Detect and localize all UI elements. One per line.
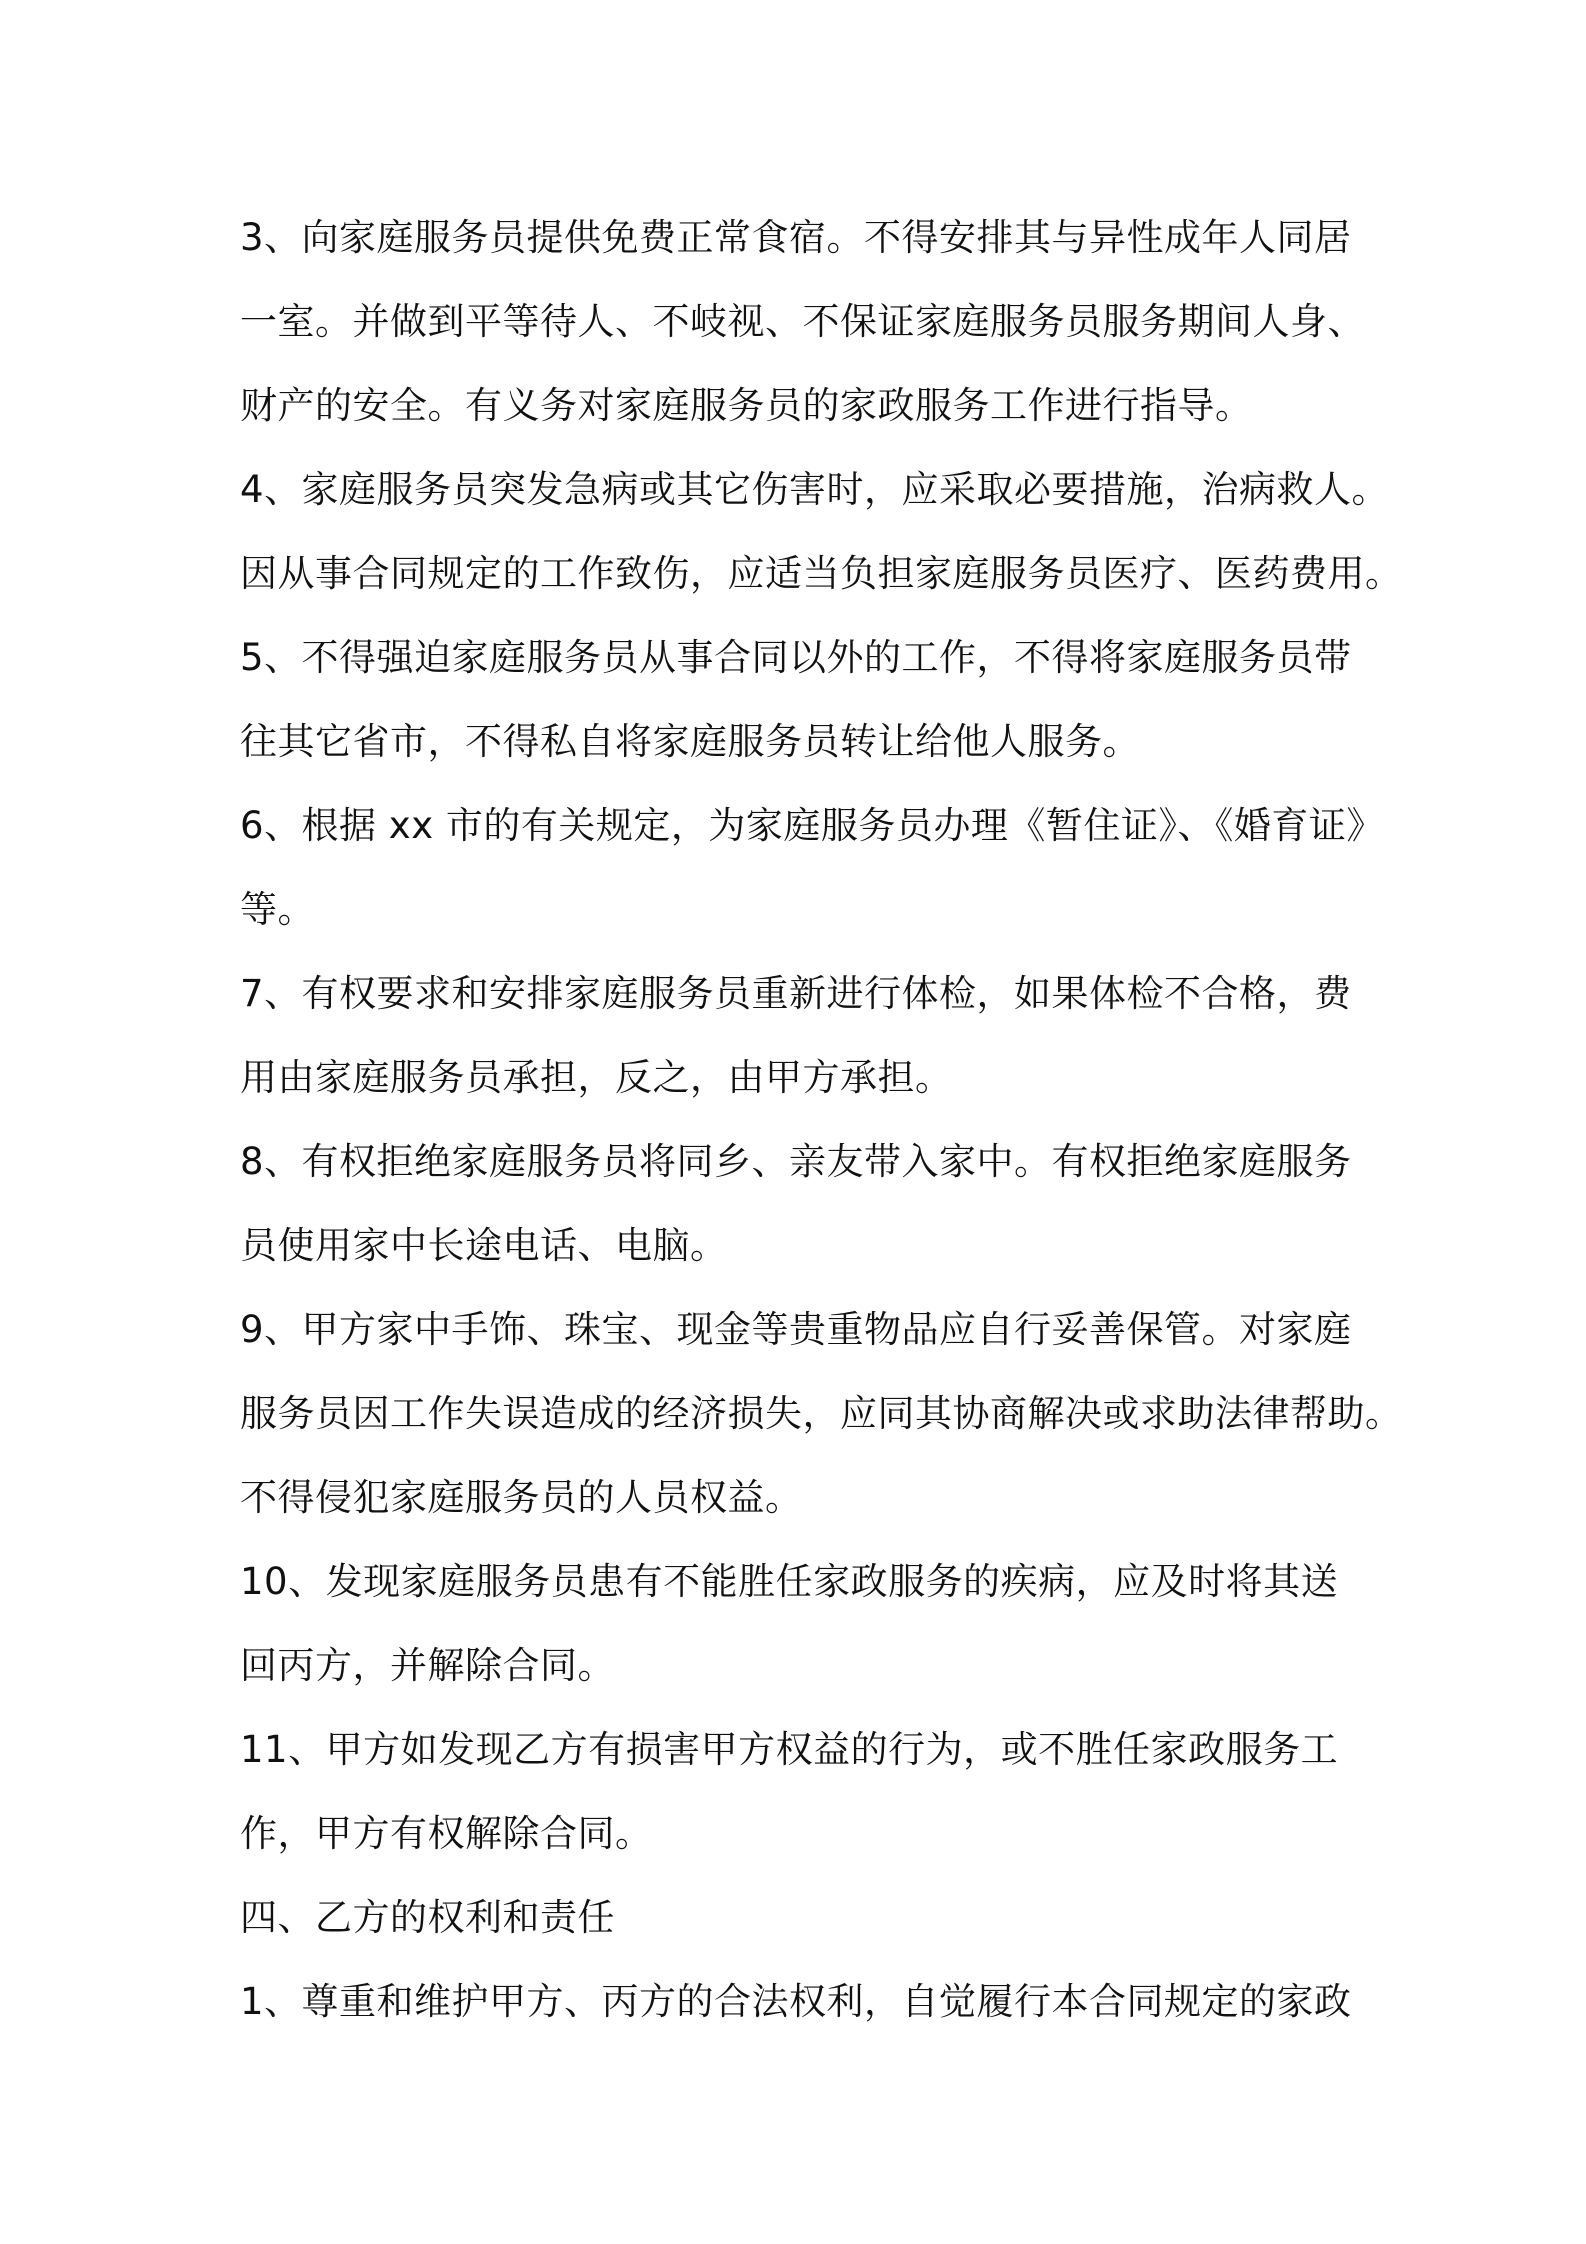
text-line: 9、甲方家中手饰、珠宝、现金等贵重物品应自行妥善保管。对家庭 <box>240 1308 1352 1351</box>
document-body <box>240 196 1403 2044</box>
text-line: 5、不得强迫家庭服务员从事合同以外的工作，不得将家庭服务员带 <box>240 636 1352 679</box>
text-line: 财产的安全。有义务对家庭服务员的家政服务工作进行指导。 <box>240 384 1253 427</box>
text-line: 7、有权要求和安排家庭服务员重新进行体检，如果体检不合格，费 <box>240 972 1352 1015</box>
text-line: 等。 <box>240 888 315 931</box>
text-line: 往其它省市，不得私自将家庭服务员转让给他人服务。 <box>240 720 1140 763</box>
text-line: 4、家庭服务员突发急病或其它伤害时，应采取必要措施，治病救人。 <box>240 468 1390 511</box>
text-line: 6、根据 xx 市的有关规定，为家庭服务员办理《暂住证》、《婚育证》 <box>240 804 1384 847</box>
text-line: 用由家庭服务员承担，反之，由甲方承担。 <box>240 1056 953 1099</box>
text-line: 员使用家中长途电话、电脑。 <box>240 1224 728 1267</box>
text-line: 3、向家庭服务员提供免费正常食宿。不得安排其与异性成年人同居 <box>240 216 1352 259</box>
text-line: 因从事合同规定的工作致伤，应适当负担家庭服务员医疗、医药费用。 <box>240 552 1403 595</box>
text-line: 回丙方，并解除合同。 <box>240 1644 615 1687</box>
text-line: 不得侵犯家庭服务员的人员权益。 <box>240 1476 803 1519</box>
text-line: 服务员因工作失误造成的经济损失，应同其协商解决或求助法律帮助。 <box>240 1392 1403 1435</box>
text-line: 8、有权拒绝家庭服务员将同乡、亲友带入家中。有权拒绝家庭服务 <box>240 1140 1352 1183</box>
text-line: 11、甲方如发现乙方有损害甲方权益的行为，或不胜任家政服务工 <box>240 1728 1339 1771</box>
text-line: 作，甲方有权解除合同。 <box>240 1812 653 1855</box>
section-heading: 四、乙方的权利和责任 <box>240 1896 615 1939</box>
text-line: 一室。并做到平等待人、不岐视、不保证家庭服务员服务期间人身、 <box>240 300 1365 343</box>
text-line: 10、发现家庭服务员患有不能胜任家政服务的疾病，应及时将其送 <box>240 1560 1339 1603</box>
text-line: 1、尊重和维护甲方、丙方的合法权利，自觉履行本合同规定的家政 <box>240 1980 1352 2023</box>
